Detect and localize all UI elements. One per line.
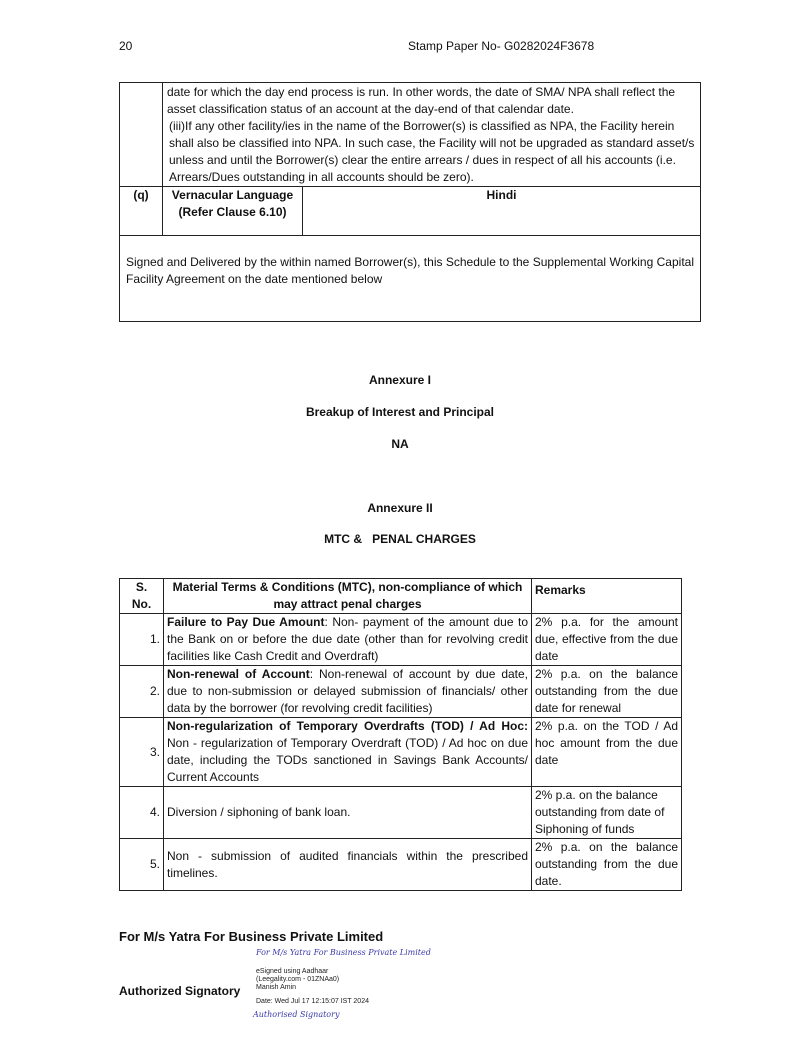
signed-text: Signed and Delivered by the within named Borrower(s), this Schedule to the Supplemental Working Capital Facility Agreement on the date mentioned below [126, 255, 694, 286]
row-sno: 1. [120, 614, 164, 666]
row-sno: 2. [120, 666, 164, 718]
row-sno: 5. [120, 839, 164, 891]
row-mtc [164, 787, 532, 839]
schedule-table [119, 82, 701, 322]
header-mtc-line2: may attract penal charges [273, 597, 422, 611]
continuation-cell [163, 83, 701, 187]
row-mtc-title: Failure to Pay Due Amount [167, 615, 325, 629]
annexure-1-title: Annexure I [368, 373, 431, 387]
row-q-title [163, 187, 303, 236]
annexure-1-subtitle: Breakup of Interest and Principal [305, 405, 495, 419]
schedule-continuation-row [120, 83, 701, 187]
page-number: 20 [119, 39, 133, 53]
row-mtc-desc: Non - submission of audited financials within the prescribed timelines. [167, 848, 528, 880]
row-mtc-desc: Non - regularization of Temporary Overdraft (TOD) / Ad hoc on due date, including the TODs sanctioned in Savings Bank Accounts/ Current Accounts [167, 736, 528, 784]
row-mtc [164, 718, 532, 787]
row-q-title-line2: (Refer Clause 6.10) [178, 205, 287, 219]
esign-line-1: eSigned using Aadhaar [256, 968, 329, 975]
row-remarks: 2% p.a. on the balance outstanding from date of Siphoning of funds [532, 787, 682, 839]
authorized-signatory-label: Authorized Signatory [119, 984, 241, 998]
signed-row [120, 236, 701, 322]
table-row [120, 787, 682, 839]
row-sno: 3. [120, 718, 164, 787]
table-row [120, 718, 682, 787]
header-sno-line2: No. [131, 597, 152, 611]
stamp-signatory: Authorised Signatory [253, 1010, 340, 1019]
table-row [120, 666, 682, 718]
row-remarks: 2% p.a. for the amount due, effective from the due date [532, 614, 682, 666]
row-mtc [164, 666, 532, 718]
continuation-paragraph-2: (iii)If any other facility/ies in the name of the Borrower(s) is classified as NPA, the Facility herein shall also be classified into NPA. In such case, the Facility will not be upgraded as standard asset/s unless and until the Borrower(s) clear the entire arrears / dues in respect of all his accounts (i.e. Arrears/Dues outstanding in all accounts should be zero). [169, 119, 695, 184]
signed-cell [120, 236, 701, 322]
row-mtc-desc: : Non-renewal of account by due date, due to non-submission or delayed submission of financials/ other data by the borrower (for revolving credit facilities) [167, 667, 529, 715]
header-sno [120, 579, 164, 614]
table-row [120, 839, 682, 891]
penal-table-header [120, 579, 682, 614]
stamp-paper-number: Stamp Paper No- G0282024F3678 [408, 39, 595, 53]
row-q-value: Hindi [303, 187, 701, 236]
row-mtc-title: Non-renewal of Account [167, 667, 310, 681]
esign-line-2: (Leegality.com - 01ZNAa0) [256, 976, 340, 983]
row-mtc-desc: Diversion / siphoning of bank loan. [167, 805, 351, 819]
row-mtc [164, 614, 532, 666]
row-q [120, 187, 701, 236]
company-name: For M/s Yatra For Business Private Limited [119, 929, 384, 944]
row-remarks: 2% p.a. on the balance outstanding from the due date. [532, 839, 682, 891]
row-mtc [164, 839, 532, 891]
penal-charges-table [119, 578, 682, 891]
annexure-2-subtitle: MTC & PENAL CHARGES [324, 532, 476, 546]
header-remarks: Remarks [532, 579, 682, 614]
esign-block [256, 968, 369, 1006]
row-remarks: 2% p.a. on the balance outstanding from the due date for renewal [532, 666, 682, 718]
header-mtc [164, 579, 532, 614]
stamp-company-name: For M/s Yatra For Business Private Limited [256, 948, 431, 957]
header-sno-line1: S. [135, 580, 148, 594]
row-q-title-line1: Vernacular Language [171, 188, 294, 202]
empty-cell [120, 83, 163, 187]
row-q-label: (q) [120, 187, 163, 236]
header-mtc-line1: Material Terms & Conditions (MTC), non-compliance of which [172, 580, 523, 594]
continuation-paragraph-1: date for which the day end process is run. In other words, the date of SMA/ NPA shall reflect the asset classification status of an account at the day-end of that calendar date. [167, 85, 676, 116]
annexure-1-value: NA [391, 437, 409, 451]
row-remarks: 2% p.a. on the TOD / Ad hoc amount from the due date [532, 718, 682, 787]
row-mtc-title: Non-regularization of Temporary Overdrafts (TOD) / Ad Hoc: [167, 719, 528, 733]
table-row [120, 614, 682, 666]
row-sno: 4. [120, 787, 164, 839]
row-mtc-desc: : Non- payment of the amount due to the Bank on or before the due date (other than for revolving credit facilities like Cash Credit and Overdraft) [167, 615, 529, 663]
esign-date: Date: Wed Jul 17 12:15:07 IST 2024 [256, 998, 369, 1005]
annexure-2-title: Annexure II [367, 501, 433, 515]
esign-line-3: Manish Amin [256, 984, 297, 991]
